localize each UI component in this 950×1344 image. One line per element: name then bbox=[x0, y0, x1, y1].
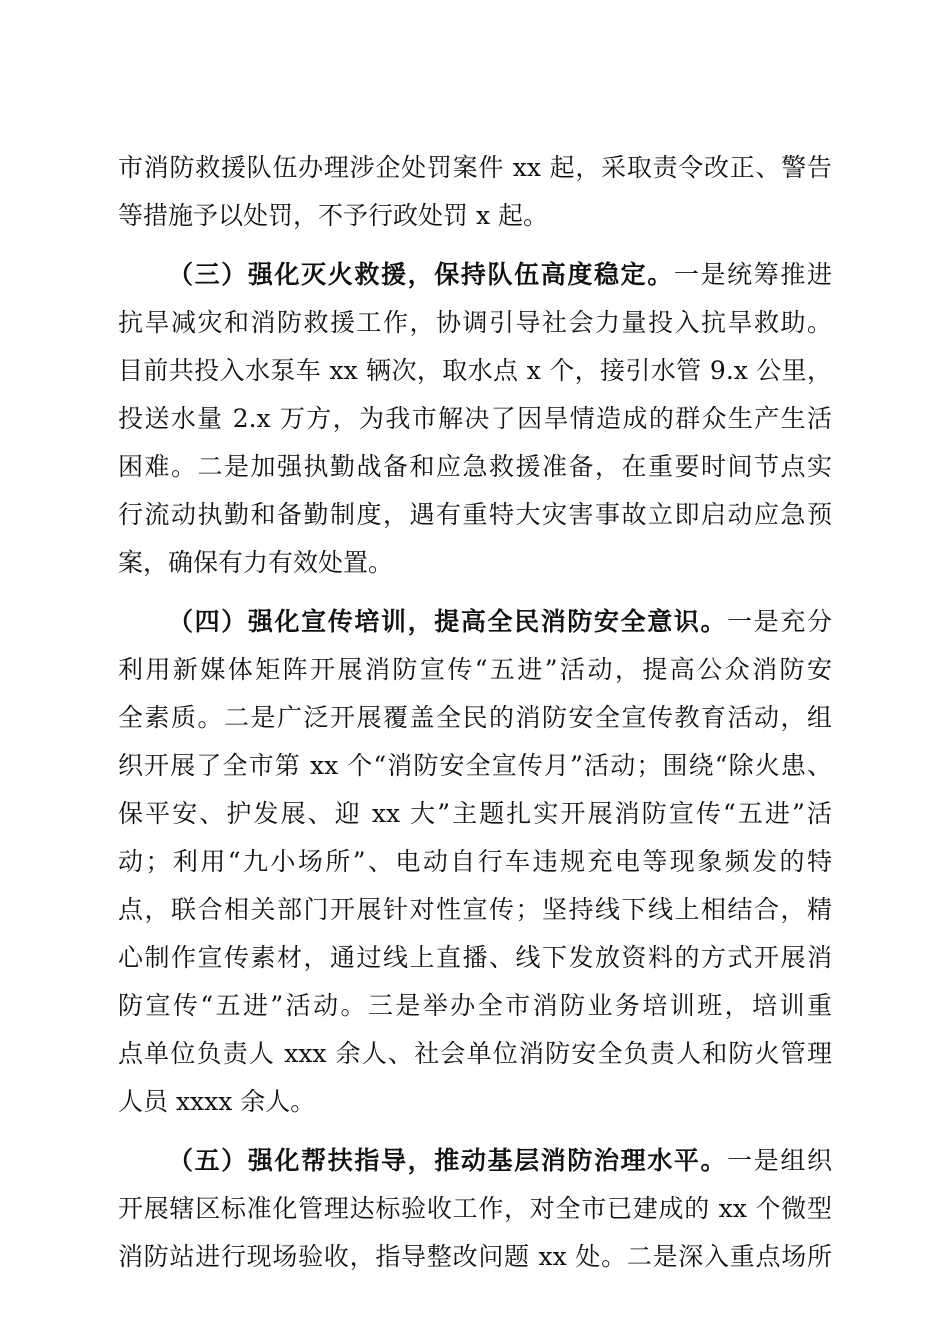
body-line: 等措施予以处罚，不予行政处罚 x 起。 bbox=[118, 201, 548, 230]
section-heading: （四）强化宣传培训，提高全民消防安全意识。 bbox=[168, 607, 728, 636]
section-heading: （五）强化帮扶指导，推动基层消防治理水平。 bbox=[168, 1146, 728, 1175]
body-line: 目前共投入水泵车 xx 辆次，取水点 x 个，接引水管 9.x 公里， bbox=[118, 356, 832, 385]
body-line: 保平安、护发展、迎 xx 大”主题扎实开展消防宣传“五进”活 bbox=[118, 799, 832, 828]
section-first-line bbox=[118, 598, 832, 646]
body-line: 人员 xxxx 余人。 bbox=[118, 1087, 316, 1116]
section-first-line bbox=[118, 251, 832, 299]
body-line: 织开展了全市第 xx 个“消防安全宣传月”活动；围绕“除火患、 bbox=[118, 751, 832, 780]
section-lead-text: 一是组织 bbox=[727, 1146, 832, 1175]
body-line: 全素质。二是广泛开展覆盖全民的消防安全宣传教育活动，组 bbox=[118, 703, 832, 732]
section-lead-text: 一是统筹推进 bbox=[673, 260, 832, 289]
body-line: 困难。二是加强执勤战备和应急救援准备，在重要时间节点实 bbox=[118, 452, 832, 481]
body-line: 心制作宣传素材，通过线上直播、线下发放资料的方式开展消 bbox=[118, 943, 832, 972]
body-line: 市消防救援队伍办理涉企处罚案件 xx 起，采取责令改正、警告 bbox=[118, 153, 832, 182]
body-line: 开展辖区标准化管理达标验收工作，对全市已建成的 xx 个微型 bbox=[118, 1194, 832, 1223]
body-line: 动；利用“九小场所”、电动自行车违规充电等现象频发的特 bbox=[118, 847, 832, 876]
section-first-line bbox=[118, 1137, 832, 1185]
body-line: 点单位负责人 xxx 余人、社会单位消防安全负责人和防火管理 bbox=[118, 1039, 832, 1068]
body-line: 点，联合相关部门开展针对性宣传；坚持线下线上相结合，精 bbox=[118, 895, 832, 924]
body-line: 投送水量 2.x 万方，为我市解决了因旱情造成的群众生产生活 bbox=[118, 404, 832, 433]
section-lead-text: 一是充分 bbox=[727, 607, 832, 636]
body-line: 防宣传“五进”活动。三是举办全市消防业务培训班，培训重 bbox=[118, 991, 832, 1020]
body-line: 消防站进行现场验收，指导整改问题 xx 处。二是深入重点场所 bbox=[118, 1242, 832, 1271]
body-line: 行流动执勤和备勤制度，遇有重特大灾害事故立即启动应急预 bbox=[118, 500, 832, 529]
body-line: 案，确保有力有效处置。 bbox=[118, 548, 394, 577]
body-line: 抗旱减灾和消防救援工作，协调引导社会力量投入抗旱救助。 bbox=[118, 308, 832, 337]
body-line: 利用新媒体矩阵开展消防宣传“五进”活动，提高公众消防安 bbox=[118, 655, 832, 684]
document-page bbox=[118, 144, 832, 1281]
section-heading: （三）强化灭火救援，保持队伍高度稳定。 bbox=[168, 260, 674, 289]
